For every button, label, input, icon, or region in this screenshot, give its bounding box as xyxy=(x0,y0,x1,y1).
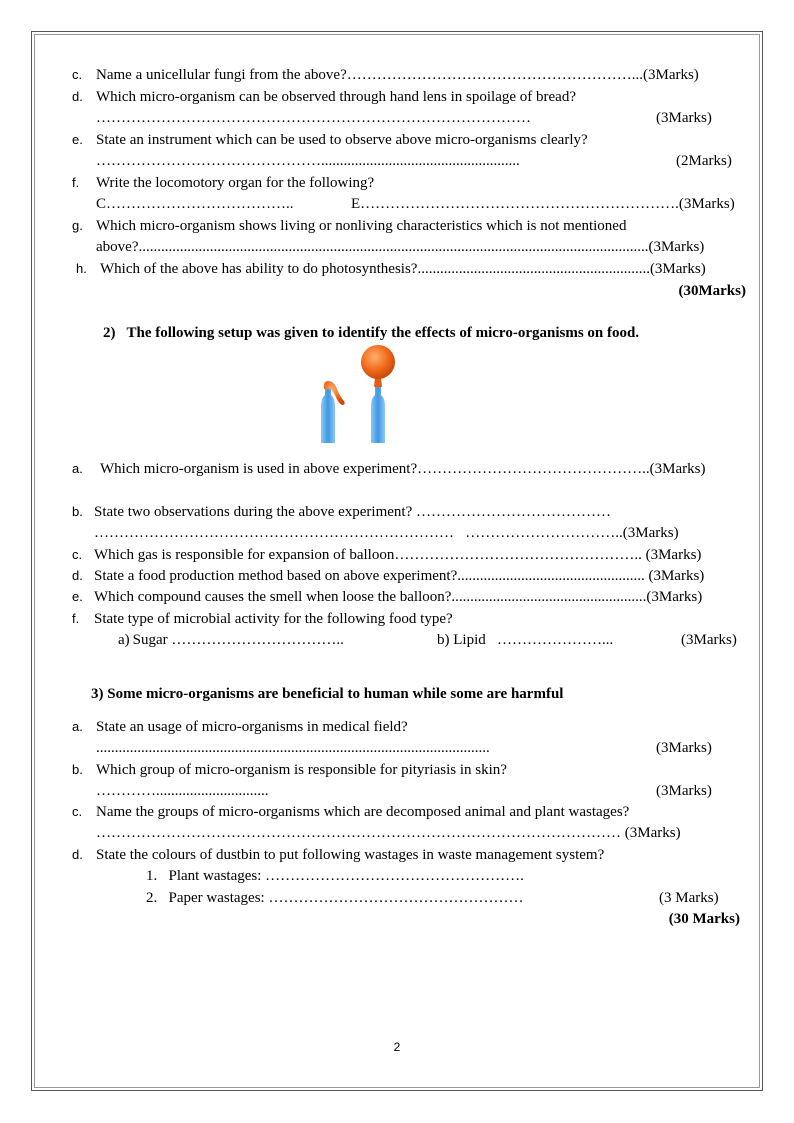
q2f-marks: (3Marks) xyxy=(681,632,737,648)
q2b-answer-line: ……………………………………………………………… …………………………..(3Marks) xyxy=(94,525,679,541)
q1h-text: Which of the above has ability to do photosynthesis?..............................................................(3Marks) xyxy=(100,261,706,277)
q2b-text: State two observations during the above experiment? ………………………………… xyxy=(94,504,611,520)
q1g-text: Which micro-organism shows living or nonliving characteristics which is not mentioned xyxy=(96,218,627,234)
q1e-answer-line: ………………………………………..................................................... xyxy=(96,153,520,169)
q1d-label: d. xyxy=(72,89,83,104)
q3d-text: State the colours of dustbin to put following wastages in waste management system? xyxy=(96,847,605,863)
q2c-text: Which gas is responsible for expansion of balloon………………………………………….. (3Marks) xyxy=(94,547,702,563)
q3b-text: Which group of micro-organism is responsible for pityriasis in skin? xyxy=(96,762,507,778)
q1c-label: c. xyxy=(72,67,83,82)
q1e-text: State an instrument which can be used to observe above micro-organisms clearly? xyxy=(96,132,588,148)
q1g-answer-line: above?........................................................................................................................................(3Marks) xyxy=(96,239,705,255)
q1g-label: g. xyxy=(72,218,83,233)
q3d-plant-wastages: 1. Plant wastages: ……………………………………………. xyxy=(146,868,524,884)
q1h-label: h. xyxy=(76,261,87,276)
q2a-text: Which micro-organism is used in above experiment?………………………………………..(3Marks) xyxy=(100,461,706,477)
q3b-marks: (3Marks) xyxy=(656,783,712,799)
q3a-label: a. xyxy=(72,719,83,734)
q3c-answer-line: …………………………………………………………………………………………… (3Marks) xyxy=(96,825,681,841)
q1e-label: e. xyxy=(72,132,83,147)
q3a-text: State an usage of micro-organisms in medical field? xyxy=(96,719,408,735)
q3d-label: d. xyxy=(72,847,83,862)
bottle-balloon-figure xyxy=(310,343,410,443)
q2f-lipid: b) Lipid …………………... xyxy=(437,632,614,648)
section3-total: (30 Marks) xyxy=(668,911,740,927)
q1f-text: Write the locomotory organ for the following? xyxy=(96,175,375,191)
section2-title: 2) The following setup was given to identify the effects of micro-organisms on food. xyxy=(103,325,640,341)
q3c-label: c. xyxy=(72,804,83,819)
right-bottle xyxy=(371,383,385,443)
q2f-label: f. xyxy=(72,611,80,626)
inflated-balloon xyxy=(361,345,395,379)
section3-title: 3) Some micro-organisms are beneficial to human while some are harmful xyxy=(91,686,564,702)
page-number: 2 xyxy=(393,1040,401,1054)
q3d-paper-wastages: 2. Paper wastages: …………………………………………… xyxy=(146,890,524,906)
q1f-answer-c: C……………………………….. xyxy=(96,196,294,212)
q2b-label: b. xyxy=(72,504,83,519)
q3a-marks: (3Marks) xyxy=(656,740,712,756)
q2d-label: d. xyxy=(72,568,83,583)
q3a-answer-line: ......................................................................................................... xyxy=(96,740,490,756)
q1d-marks: (3Marks) xyxy=(656,110,712,126)
q1d-text: Which micro-organism can be observed through hand lens in spoilage of bread? xyxy=(96,89,576,105)
q2f-text: State type of microbial activity for the following food type? xyxy=(94,611,453,627)
q2a-label: a. xyxy=(72,461,83,476)
q2e-label: e. xyxy=(72,589,83,604)
q1f-answer-e: E……………………………………………………….(3Marks) xyxy=(351,196,735,212)
q2e-text: Which compound causes the smell when loose the balloon?....................................................(3Marks) xyxy=(94,589,703,605)
q1f-label: f. xyxy=(72,175,80,190)
q2d-text: State a food production method based on above experiment?.................................................. (3Marks) xyxy=(94,568,705,584)
q1e-marks: (2Marks) xyxy=(676,153,732,169)
q1c-text: Name a unicellular fungi from the above?…………………………………………………...(3Marks) xyxy=(96,67,699,83)
section1-total: (30Marks) xyxy=(678,283,746,299)
q1d-answer-line: …………………………………………………………………………… xyxy=(96,110,531,126)
q3c-text: Name the groups of micro-organisms which are decomposed animal and plant wastages? xyxy=(96,804,630,820)
q3d-marks: (3 Marks) xyxy=(659,890,719,906)
q3b-label: b. xyxy=(72,762,83,777)
q3b-answer-line: ………….............................. xyxy=(96,783,269,799)
q2c-label: c. xyxy=(72,547,83,562)
q2f-sugar: a) Sugar …………………………….. xyxy=(118,632,344,648)
left-bottle xyxy=(321,387,335,443)
